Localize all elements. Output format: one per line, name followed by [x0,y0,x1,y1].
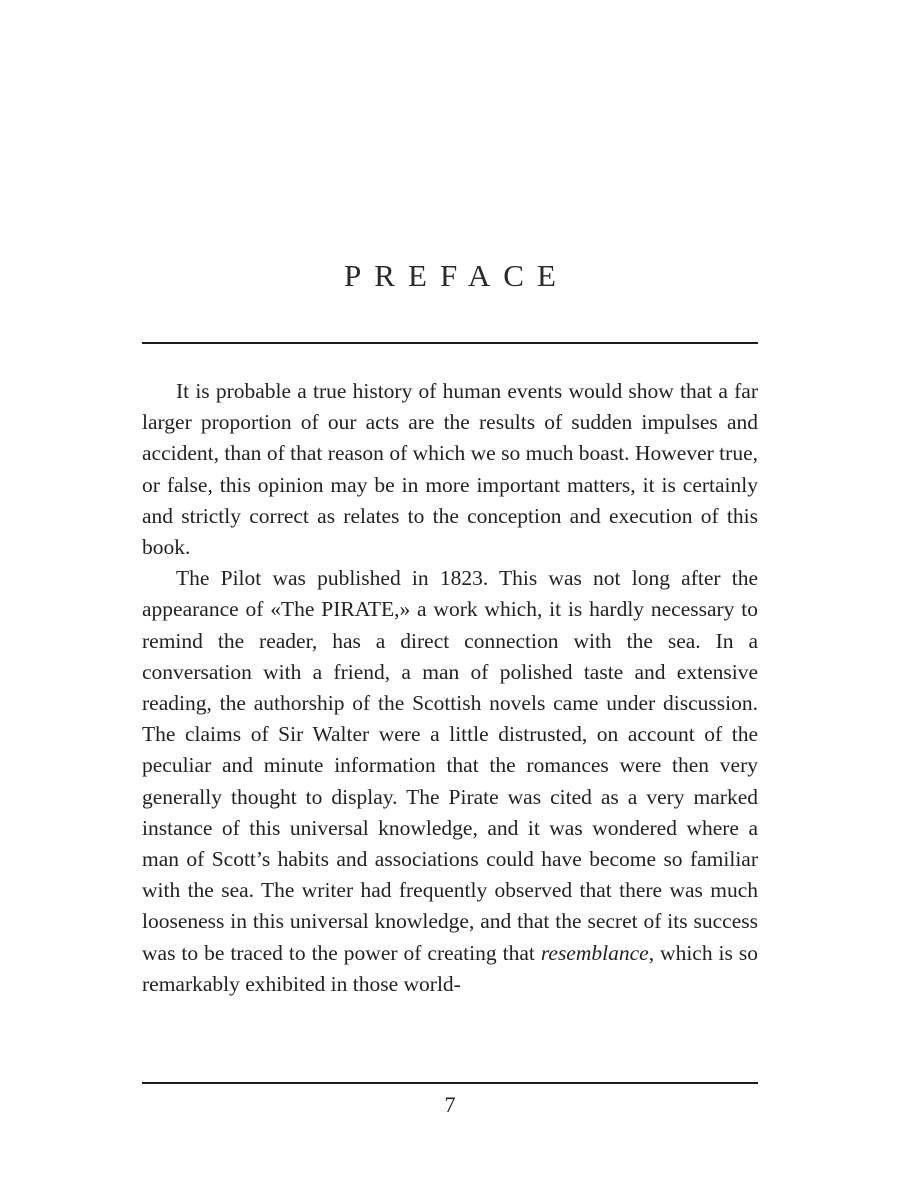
page-number: 7 [444,1092,456,1117]
paragraph-2-text-after: , which is so remarkably exhibited in those world- [142,940,758,996]
paragraph-1: It is probable a true history of human events would show that a far larger proportion of our acts are the results of sudden impulses and accident, than of that reason of which we so much boast. However true, or false, this opinion may be in more important matters, it is certainly and strictly correct as relates to the conception and execution of this book. [142,379,758,560]
title-divider-rule [142,342,758,344]
footer-divider-rule [142,1082,758,1084]
paragraph-2-text-before: The Pilot was published in 1823. This was not long after the appearance of «The PIRATE,» a work which, it is hardly necessary to remind the reader, has a direct connection with the sea. In a conversation with a friend, a man of polished taste and extensive reading, the authorship of the Scottish novels came under discussion. The claims of Sir Walter were a little distrusted, on account of the peculiar and minute information that the romances were then very generally thought to display. The Pirate was cited as a very marked instance of this universal knowledge, and it was wondered where a man of Scott’s habits and associations could have become so familiar with the sea. The writer had frequently observed that there was much looseness in this universal knowledge, and that the secret of its success was to be traced to the power of creating that [142,566,758,965]
body-text [142,376,758,1000]
page-title: PREFACE [344,258,569,293]
paragraph-2-italic-word: resemblance [540,940,649,965]
paragraph-2 [142,563,758,1000]
